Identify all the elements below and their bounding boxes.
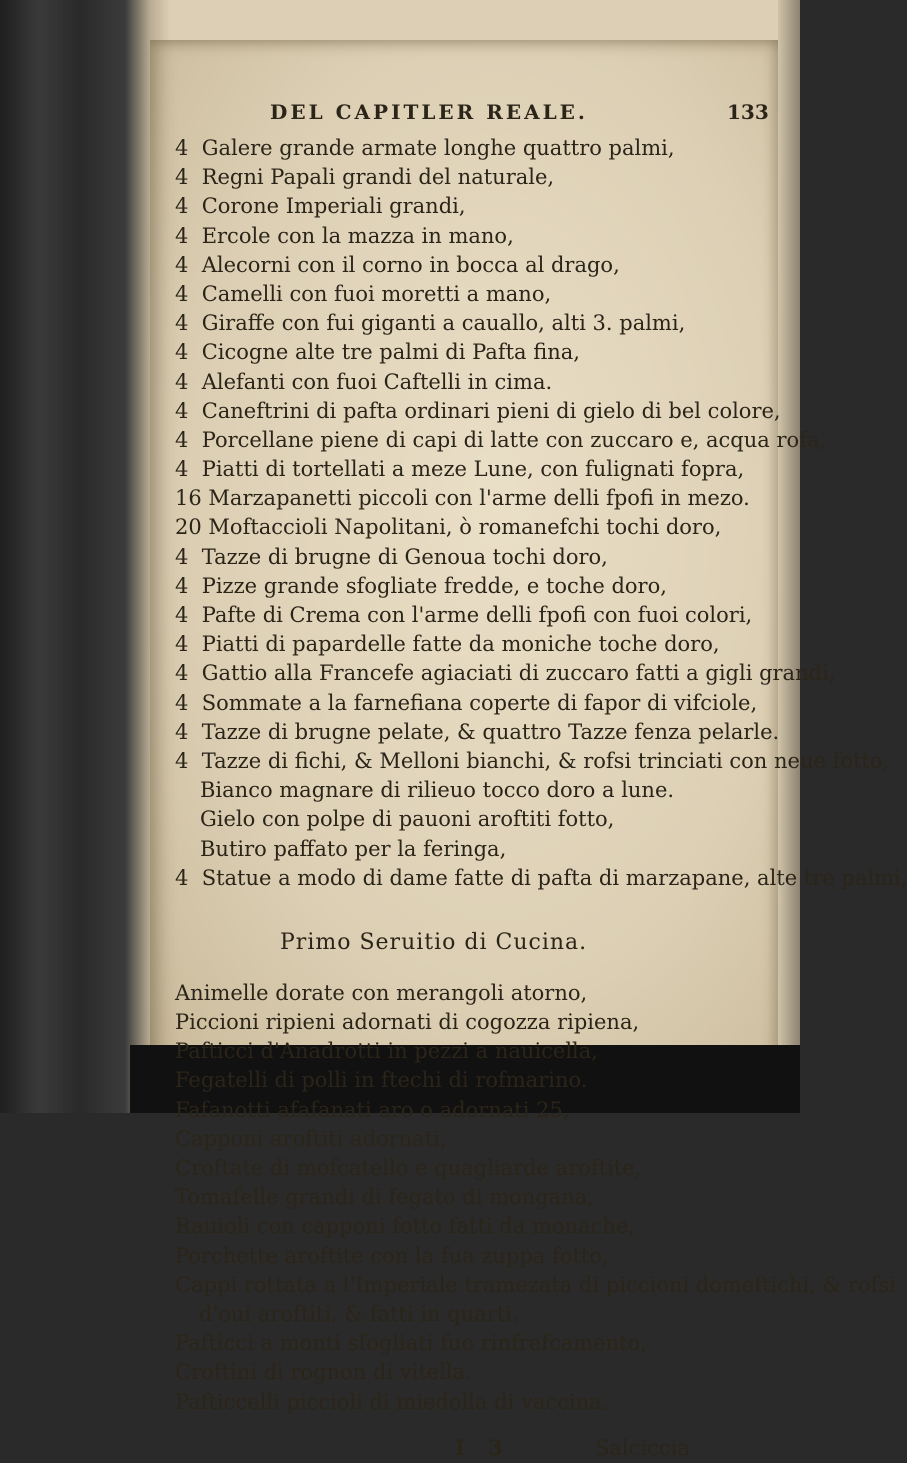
list-item: Tomafelle grandi di fegato di mongana, [175,1185,594,1210]
list-item [175,776,775,805]
list-item: Croftini di rognon di vitella. [175,1360,472,1385]
dish-text: Caneftrini di pafta ordinari pieni di gielo di bel colore, [201,398,781,423]
dish-text: Cicogne alte tre palmi di Pafta fina, [201,340,580,365]
list-item [175,835,775,864]
list-item: Croftate di mofcatello e quagliarde aroftite, [175,1156,642,1180]
quantity: 4 [175,603,189,627]
quantity: 4 [175,165,189,190]
quantity: 4 [175,398,189,423]
dish-text: Corone Imperiali grandi, [201,194,466,219]
dish-text: Giraffe con fui giganti a cauallo, alti 3. palmi, [201,311,686,336]
list-item [175,455,775,484]
banquet-course-list [175,134,907,893]
list-item [175,630,775,659]
dish-text: Butiro paffato per la feringa, [200,836,507,861]
dish-text: Galere grande armate longhe quattro palmi, [201,136,675,160]
quantity: 4 [175,748,189,773]
list-item [175,659,836,688]
running-header [175,100,775,134]
quantity: 4 [175,457,189,482]
dish-text: Sommate a la farnefiana coperte di fapor di vifciole, [201,690,758,715]
list-item: Rauioli con capponi fotto fatti da monache, [175,1214,635,1239]
list-item [175,601,775,630]
signature-mark: I 3 [455,1434,511,1460]
list-item: Fegatelli di polli in ftechi di rofmarino. [175,1068,588,1093]
list-item [175,484,775,513]
dish-text: Piatti di tortellati a meze Lune, con fulignati fopra, [201,457,745,482]
list-item: Porchette aroftite con la fua zuppa fotto, [175,1243,609,1268]
list-item [175,805,775,834]
dish-text: Alefanti con fuoi Caftelli in cima. [201,369,553,394]
list-item [175,251,775,280]
list-item: Cappi rottata a l'Imperiale tramezata di piccioni domeftichi, & rofsi [175,1272,896,1297]
list-item: Fafanotti afafanati aro o adornati 25, [175,1097,570,1122]
list-item [175,543,775,572]
quantity: 4 [175,573,189,598]
page-edge [778,0,800,1113]
list-item [175,864,907,893]
page-text [175,100,907,1463]
list-item: Piccioni ripieni adornati di cogozza ripiena, [175,1010,640,1035]
list-item [175,163,775,192]
dish-text: Bianco magnare di rilieuo tocco doro a lune. [200,778,675,803]
dish-text: Regni Papali grandi del naturale, [201,165,555,190]
list-item: Capponi aroftiti adornati, [175,1126,447,1151]
dish-text: Gielo con polpe di pauoni aroftiti fotto, [200,807,615,832]
quantity: 4 [175,632,189,657]
list-item [175,222,775,251]
quantity: 4 [175,427,189,452]
list-item [175,368,775,397]
quantity: 4 [175,544,189,569]
section-title: Primo Seruitio di Cucina. [280,929,588,955]
list-item: Pafticcelli piccioli di miedolla di vaccina. [175,1389,609,1414]
list-item: Pafticci d'Anadrotti in pezzi a nauicella, [175,1039,598,1064]
list-item [175,192,775,221]
dish-text: Ercole con la mazza in mano, [201,223,514,248]
quantity: 4 [175,690,189,715]
quantity: 4 [175,369,189,394]
page-number: 133 [727,100,769,124]
dish-text: Tazze di brugne pelate, & quattro Tazze fenza pelarle. [201,719,780,744]
quantity: 4 [175,661,189,686]
list-item [175,718,780,747]
quantity: 4 [175,340,189,365]
dish-text: Tazze di fichi, & Melloni bianchi, & rofsi trinciati con neue fotto, [201,748,890,773]
list-item: Animelle dorate con merangoli atorno, [175,980,588,1005]
dish-text: Pafte di Crema con l'arme delli fpofi con fuoi colori, [201,603,753,627]
list-item [175,513,775,542]
kitchen-course-list [175,979,896,1417]
list-item [175,747,890,776]
list-item [175,134,775,163]
dish-text: Porcellane piene di capi di latte con zuccaro e, acqua rofa, [201,427,827,452]
dish-text: Tazze di brugne di Genoua tochi doro, [201,544,608,569]
dish-text: Statue a modo di dame fatte di pafta di marzapane, alte tre palmi, [201,865,907,890]
quantity: 4 [175,311,189,336]
quantity: 4 [175,252,189,277]
quantity: 4 [175,865,189,890]
quantity: 16 [175,486,202,511]
dish-text: Marzapanetti piccoli con l'arme delli fpofi in mezo. [208,486,750,511]
quantity: 4 [175,719,189,744]
catchword: Salciccia [595,1435,690,1460]
list-item: d'oui aroftiti, & fatti in quarti. [199,1301,519,1326]
dish-text: Pizze grande sfogliate fredde, e toche doro, [201,573,667,598]
quantity: 20 [175,515,202,540]
dish-text: Piatti di papardelle fatte da moniche toche doro, [201,632,720,657]
quantity: 4 [175,281,189,306]
page-footer [175,1433,775,1463]
list-item [175,280,775,309]
dish-text: Gattio alla Francefe agiaciati di zuccaro fatti a gigli grandi, [201,661,836,686]
quantity: 4 [175,136,189,160]
quantity: 4 [175,223,189,248]
list-item [175,689,775,718]
list-item [175,426,827,455]
list-item [175,338,775,367]
dish-text: Moftaccioli Napolitani, ò romanefchi tochi doro, [208,515,722,540]
list-item [175,309,775,338]
running-title: DEL CAPITLER REALE. [270,100,588,124]
dish-text: Camelli con fuoi moretti a mano, [201,281,552,306]
dish-text: Alecorni con il corno in bocca al drago, [201,252,620,277]
list-item: Pafticci a monti sfogliati fuo rinfrefcamento, [175,1331,647,1356]
list-item [175,572,775,601]
quantity: 4 [175,194,189,219]
list-item [175,397,781,426]
